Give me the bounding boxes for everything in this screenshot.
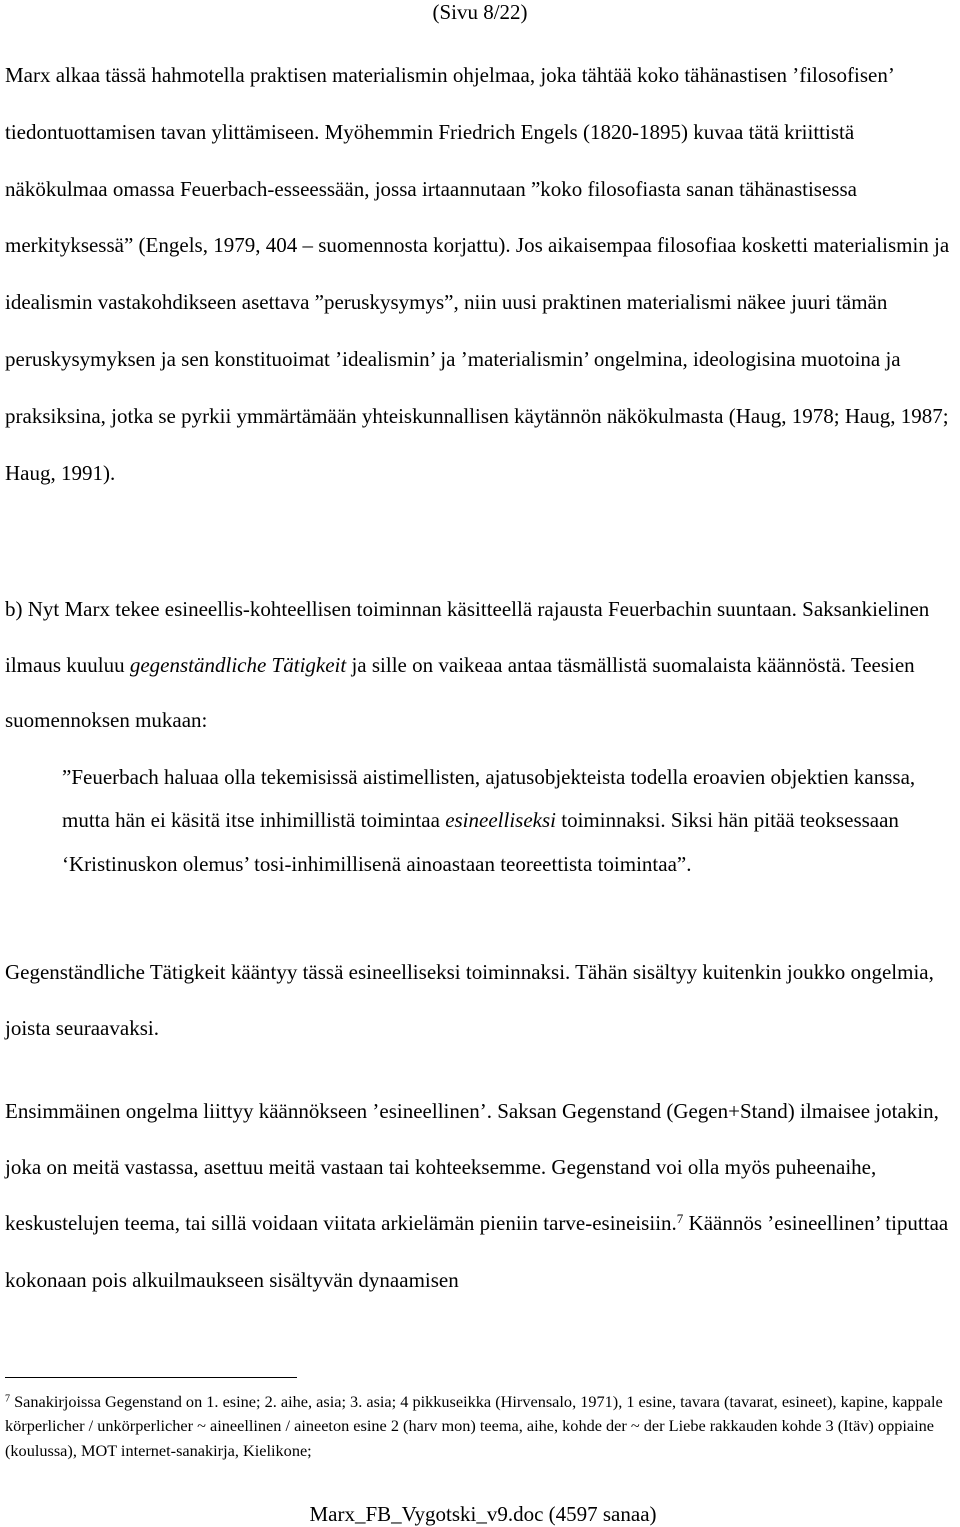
block-quote-teesit <box>62 756 958 886</box>
paragraph-text: b) Nyt Marx tekee esineellis-kohteellisen toiminnan käsitteellä rajausta Feuerbachin suuntaan. Saksankielinen ilmaus kuuluu <box>5 597 930 677</box>
footnote-reference[interactable]: 7 <box>676 1211 684 1227</box>
paragraph-text: ja sille on vaikeaa antaa täsmällistä suomalaista käännöstä. Teesien suomennoksen mukaan: <box>5 652 915 732</box>
footnote-text: Sanakirjoissa Gegenstand on 1. esine; 2. aihe, asia; 3. asia; 4 pikkuseikka (Hirvensalo, 1971), 1 esine, tavara (tavarat, esineet), kapine, kappale körperlicher / unkörperlicher ~ aineellinen / aineeton esine 2 (harv mon) teema, aihe, kohde der ~ der Liebe rakkauden kohde 3 (Itäv) oppiaine (koulussa), MOT internet-sanakirja, Kielikone; <box>5 1392 943 1460</box>
paragraph-text: Käännös ’esineellinen’ tiputtaa kokonaan pois alkuilmaukseen sisältyvän dynaamisen <box>5 1211 949 1292</box>
page-number-header: (Sivu 8/22) <box>432 0 528 24</box>
paragraph-text: Ensimmäinen ongelma liittyy käännökseen ’esineellinen’. Saksan Gegenstand (Gegen+Stand) ilmaisee jotakin, joka on meitä vastassa, asettuu meitä vastaan tai kohteeksemme. Gegenstand voi olla myös puheenaihe, keskustelujen teema, tai sillä voidaan viitata arkielämän pieniin tarve-esineisiin. <box>5 1099 939 1236</box>
footnote-7 <box>5 1390 960 1463</box>
quote-text: toiminnaksi. Siksi hän pitää teoksessaan ‘Kristinuskon olemus’ tosi-inhimillisenä ainoastaan teoreettista toimintaa”. <box>62 808 899 876</box>
paragraph-praktinen-materialismi: Marx alkaa tässä hahmotella praktisen materialismin ohjelmaa, joka tähtää koko tähänastisen ’filosofisen’ tiedontuottamisen tavan ylittämiseen. Myöhemmin Friedrich Engels (1820-1895) kuvaa tätä kriittistä näkökulmaa omassa Feuerbach-esseessään, jossa irtaannutaan ”koko filosofiasta sanan tähänastisessa merkityksessä” (Engels, 1979, 404 – suomennosta korjattu). Jos aikaisempaa filosofiaa kosketti materialismin ja idealismin vastakohdikseen asettava ”peruskysymys”, niin uusi praktinen materialismi näkee juuri tämän peruskysymyksen ja sen konstituoimat ’idealismin’ ja ’materialismin’ ongelmina, ideologisina muotoina ja praksiksina, jotka se pyrkii ymmärtämään yhteiskunnallisen käytännön näkökulmasta (Haug, 1978; Haug, 1987; Haug, 1991). <box>5 63 950 485</box>
paragraph-esineellis-kohteellinen <box>5 582 957 749</box>
quote-italic-term: esineelliseksi <box>445 808 556 833</box>
german-term-italic: gegenständliche Tätigkeit <box>129 652 347 677</box>
quote-text: ”Feuerbach haluaa olla tekemisissä aistimellisten, ajatusobjekteista todella eroavien objektien kanssa, mutta hän ei käsitä itse inhimillistä toimintaa <box>62 765 916 833</box>
footnote-number: 7 <box>5 1393 11 1405</box>
document-footer: Marx_FB_Vygotski_v9.doc (4597 sanaa) <box>309 1502 657 1526</box>
paragraph-gegenstandliche: Gegenständliche Tätigkeit kääntyy tässä esineelliseksi toiminnaksi. Tähän sisältyy kuitenkin joukko ongelmia, joista seuraavaksi. <box>5 960 934 1040</box>
footnote-separator <box>5 1377 297 1378</box>
paragraph-ensimmainen-ongelma <box>5 1083 957 1308</box>
